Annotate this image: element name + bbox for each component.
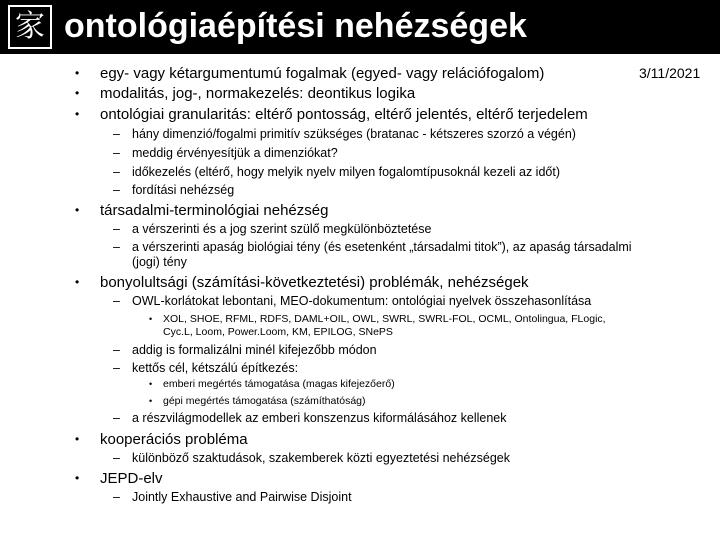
bullet-marker: • [75, 275, 80, 289]
sub-bullet-text: hány dimenzió/fogalmi primitív szükséges (bratanac - kétszeres szorzó a végén) [132, 127, 576, 141]
sub-sub-bullet-marker: • [149, 379, 153, 389]
sub-bullet-marker: – [113, 146, 120, 160]
sub-bullet-marker: – [113, 240, 120, 254]
sub-sub-bullet-text: emberi megértés támogatása (magas kifejezőerő) [163, 378, 395, 390]
sub-bullet-marker: – [113, 165, 120, 179]
bullet-marker: • [75, 66, 80, 80]
sub-bullet-marker: – [113, 451, 120, 465]
bullet-marker: • [75, 107, 80, 121]
sub-bullet-text: időkezelés (eltérő, hogy melyik nyelv milyen fogalomtípusoknál kezeli az időt) [132, 165, 560, 179]
bullet-text: modalitás, jog-, normakezelés: deontikus logika [100, 85, 416, 102]
bullet-text: kooperációs probléma [100, 431, 248, 448]
sub-bullet-text: Jointly Exhaustive and Pairwise Disjoint [132, 490, 352, 504]
sub-bullet-marker: – [113, 294, 120, 308]
sub-bullet-text: a vérszerinti és a jog szerint szülő megkülönböztetése [132, 222, 432, 236]
sub-bullet-marker: – [113, 361, 120, 375]
sub-bullet-marker: – [113, 411, 120, 425]
sub-sub-bullet-text: XOL, SHOE, RFML, RDFS, DAML+OIL, OWL, SWRL, SWRL-FOL, OCML, Ontolingua, FLogic, [163, 313, 606, 325]
bullet-marker: • [75, 86, 80, 100]
bullet-text: ontológiai granularitás: eltérő pontosság, eltérő jelentés, eltérő terjedelem [100, 106, 588, 123]
bullet-text: egy- vagy kétargumentumú fogalmak (egyed- vagy relációfogalom) [100, 65, 545, 82]
sub-bullet-text: (jogi) tény [132, 255, 187, 269]
sub-bullet-marker: – [113, 127, 120, 141]
sub-bullet-text: fordítási nehézség [132, 183, 235, 197]
sub-sub-bullet-text: Cyc.L, Loom, Power.Loom, KM, EPILOG, SNePS [163, 326, 393, 338]
slide-date: 3/11/2021 [639, 65, 701, 81]
sub-bullet-text: a vérszerinti apaság biológiai tény (és esetenként „társadalmi titok”), az apaság társadalmi [132, 240, 632, 254]
slide-title: ontológiaépítési nehézségek [64, 7, 527, 45]
sub-bullet-text: különböző szaktudások, szakemberek közti egyeztetési nehézségek [132, 451, 510, 465]
sub-bullet-marker: – [113, 222, 120, 236]
logo-icon: 家 [8, 5, 52, 49]
title-bar [0, 0, 720, 54]
bullet-text: JEPD-elv [100, 470, 163, 487]
sub-bullet-text: OWL-korlátokat lebontani, MEO-dokumentum: ontológiai nyelvek összehasonlítása [132, 294, 592, 308]
sub-bullet-marker: – [113, 490, 120, 504]
sub-bullet-text: addig is formalizálni minél kifejezőbb módon [132, 343, 377, 357]
sub-sub-bullet-text: gépi megértés támogatása (számíthatóság) [163, 395, 366, 407]
sub-bullet-text: a részvilágmodellek az emberi konszenzus kiformálásához kellenek [132, 411, 507, 425]
sub-bullet-text: kettős cél, kétszálú építkezés: [132, 361, 299, 375]
sub-bullet-marker: – [113, 183, 120, 197]
sub-sub-bullet-marker: • [149, 314, 153, 324]
sub-sub-bullet-marker: • [149, 396, 153, 406]
bullet-text: társadalmi-terminológiai nehézség [100, 202, 329, 219]
sub-bullet-marker: – [113, 343, 120, 357]
bullet-marker: • [75, 432, 80, 446]
bullet-marker: • [75, 203, 80, 217]
sub-bullet-text: meddig érvényesítjük a dimenziókat? [132, 146, 338, 160]
bullet-text: bonyolultsági (számítási-következtetési) problémák, nehézségek [100, 274, 529, 291]
bullet-marker: • [75, 471, 80, 485]
